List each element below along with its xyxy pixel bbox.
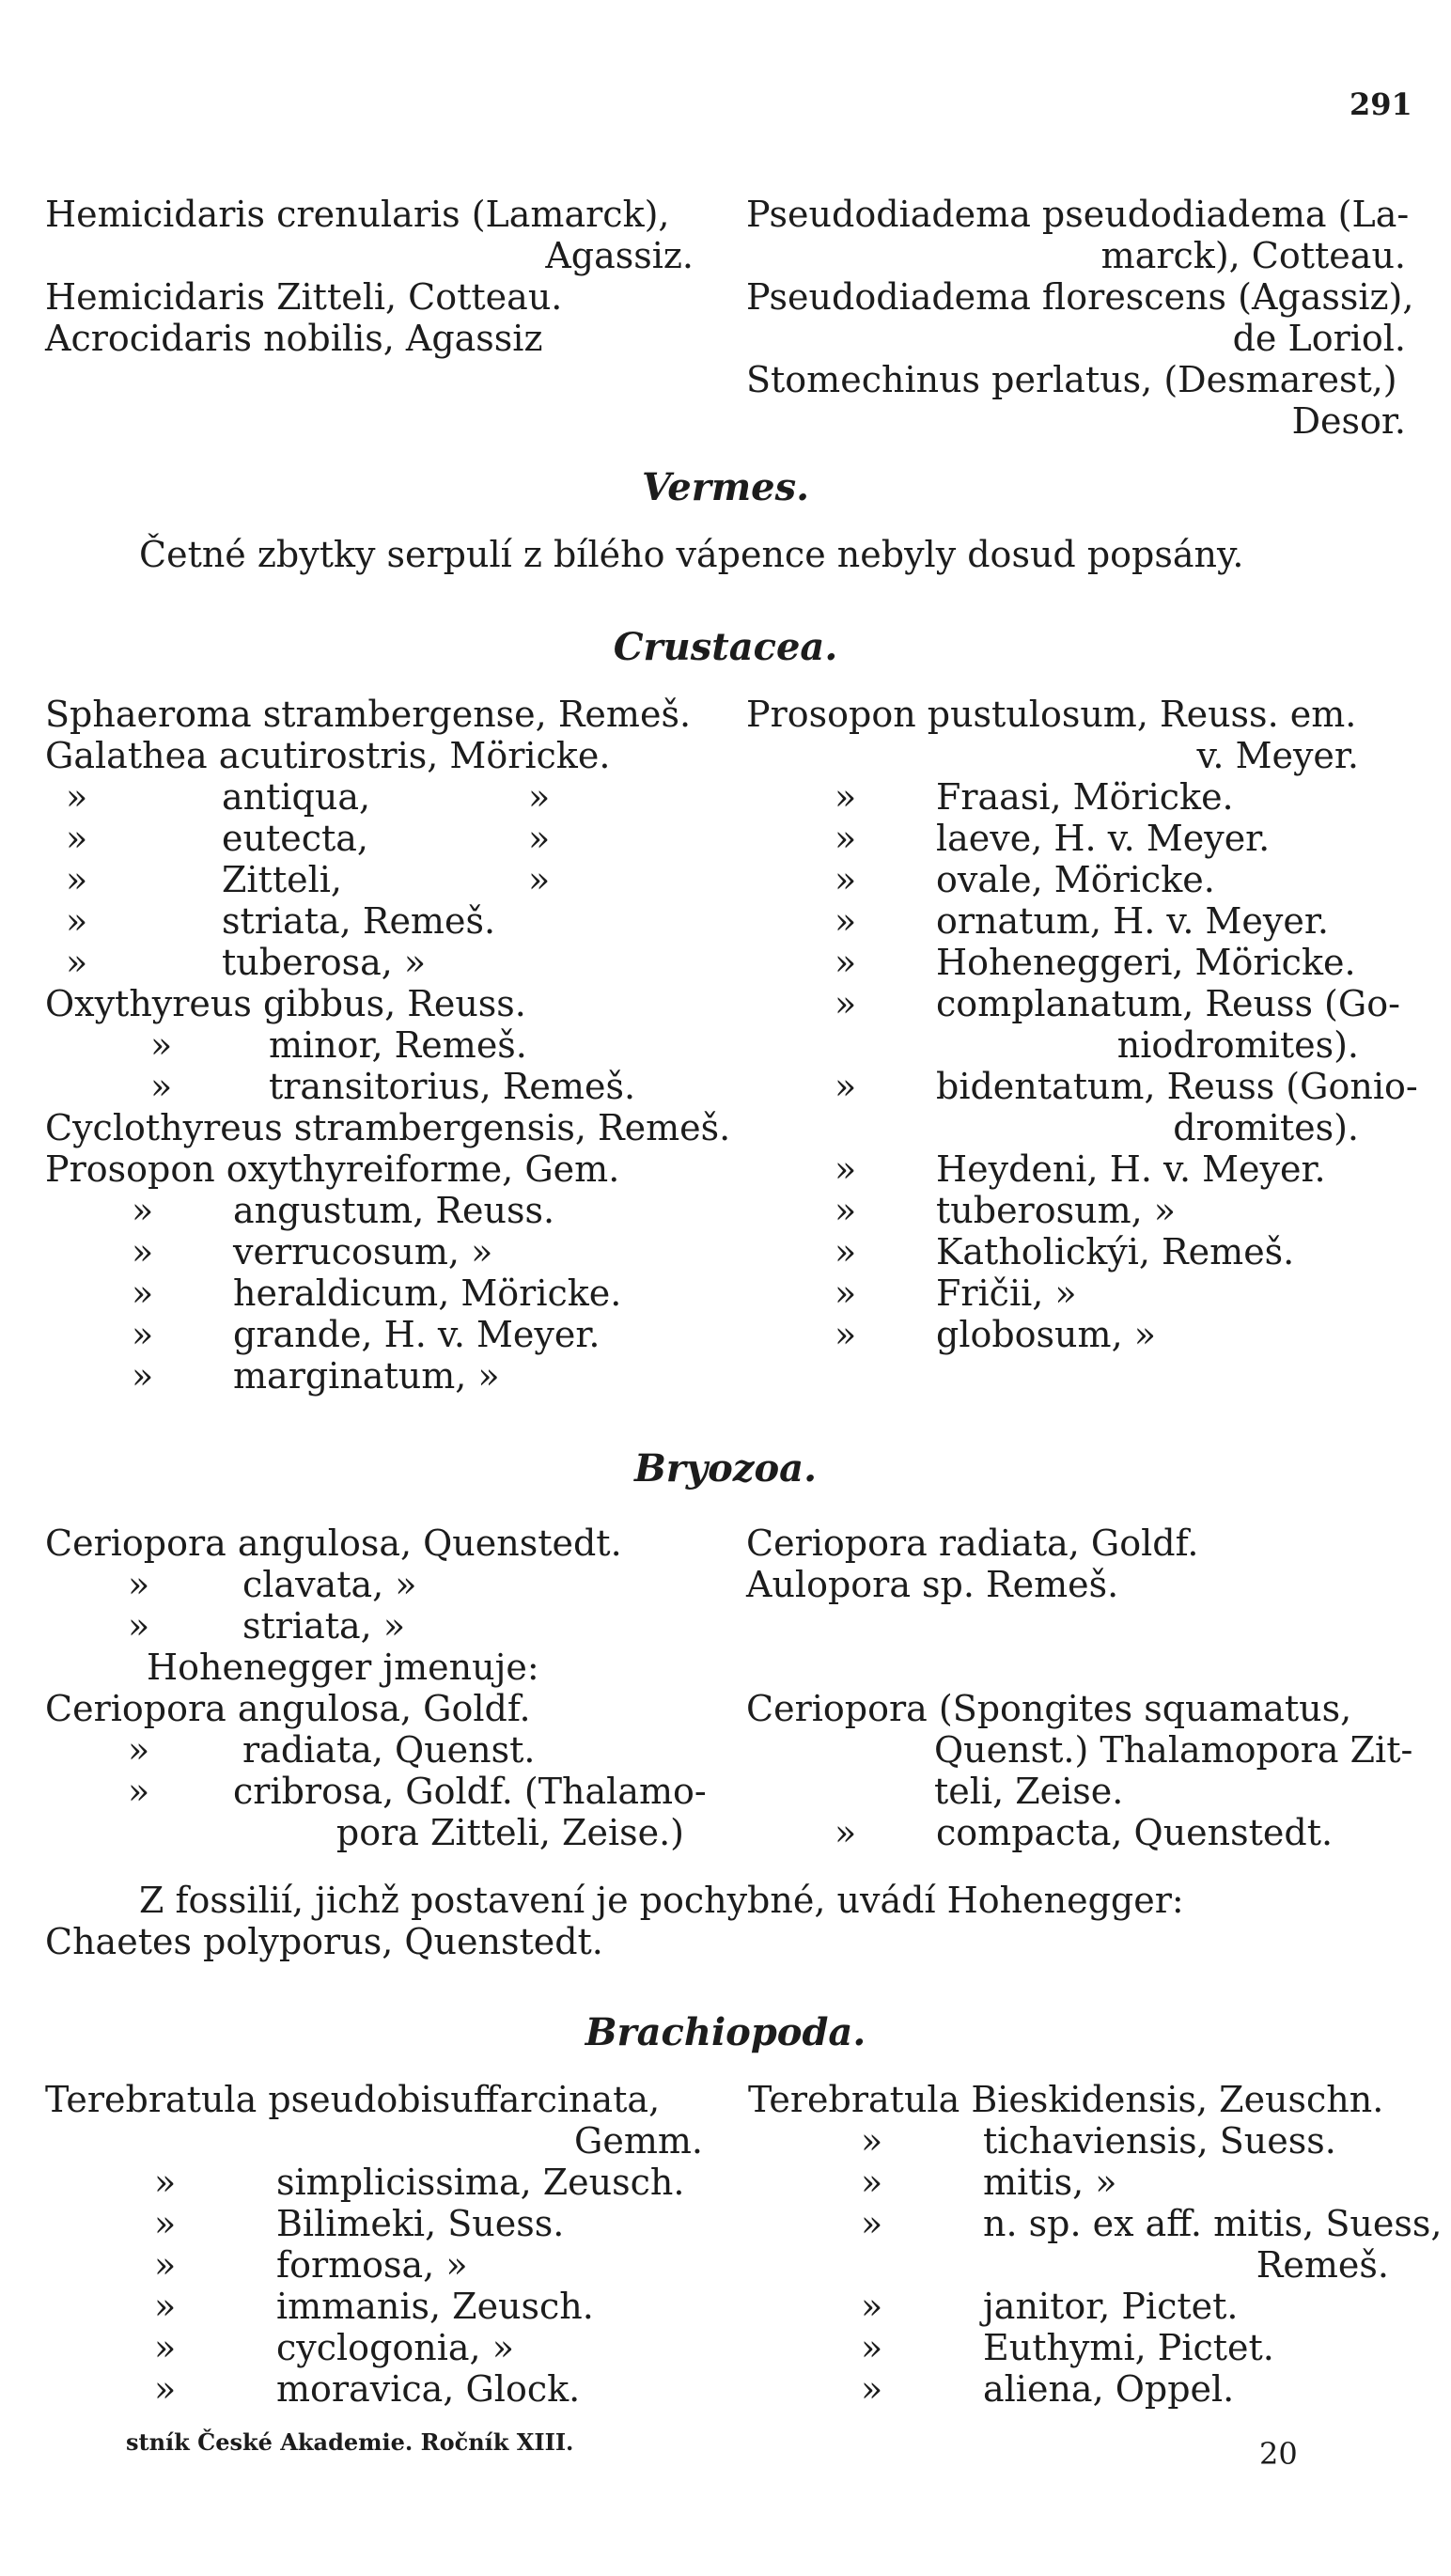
ditto-mark: » — [150, 1024, 173, 1066]
species-entry: cribrosa, Goldf. (Thalamo- — [233, 1771, 707, 1812]
species-entry: globosum, » — [936, 1314, 1156, 1355]
species-entry: Hoheneggeri, Möricke. — [936, 942, 1356, 983]
species-entry-continuation: Quenst.) Thalamopora Zit- — [934, 1729, 1413, 1771]
ditto-mark: » — [132, 1355, 154, 1397]
species-entry: Aulopora sp. Remeš. — [746, 1564, 1119, 1605]
ditto-mark: » — [154, 2368, 177, 2410]
species-entry: eutecta, — [222, 818, 369, 859]
fossil-entry: Hemicidaris crenularis (Lamarck), — [45, 194, 670, 235]
species-entry: Katholickýi, Remeš. — [936, 1231, 1295, 1272]
species-entry: Oxythyreus gibbus, Reuss. — [45, 983, 526, 1024]
ditto-mark: » — [835, 859, 857, 900]
species-entry: transitorius, Remeš. — [269, 1066, 636, 1107]
species-entry-continuation: pora Zitteli, Zeise.) — [335, 1812, 684, 1853]
ditto-mark: » — [835, 776, 857, 818]
species-entry: tuberosum, » — [936, 1190, 1177, 1231]
species-entry-continuation: teli, Zeise. — [934, 1771, 1124, 1812]
ditto-mark: » — [132, 1231, 154, 1272]
species-entry: Terebratula Bieskidensis, Zeuschn. — [748, 2079, 1384, 2120]
species-entry: clavata, » — [242, 1564, 417, 1605]
ditto-mark: » — [835, 1066, 857, 1107]
fossil-entry-author: Desor. — [1291, 400, 1406, 442]
ditto-mark: » — [66, 942, 88, 983]
species-entry: ovale, Möricke. — [936, 859, 1215, 900]
ditto-mark: » — [528, 776, 551, 818]
ditto-mark: » — [528, 859, 551, 900]
fossil-entry: Pseudodiadema florescens (Agassiz), — [746, 276, 1414, 318]
ditto-mark: » — [835, 1190, 857, 1231]
ditto-mark: » — [154, 2162, 177, 2203]
section-heading-brachiopoda: Brachiopoda. — [585, 2010, 866, 2054]
species-entry: compacta, Quenstedt. — [936, 1812, 1334, 1853]
doubtful-fossil-entry: Chaetes polyporus, Quenstedt. — [45, 1921, 603, 1962]
species-entry: mitis, » — [983, 2162, 1117, 2203]
ditto-mark: » — [861, 2327, 883, 2368]
doubtful-fossils-note: Z fossilií, jichž postavení je pochybné, uvádí Hohenegger: — [139, 1880, 1184, 1921]
ditto-mark: » — [861, 2120, 883, 2162]
species-entry: antiqua, — [222, 776, 371, 818]
section-heading-vermes: Vermes. — [641, 465, 810, 509]
ditto-mark: » — [861, 2368, 883, 2410]
species-entry: radiata, Quenst. — [242, 1729, 536, 1771]
ditto-mark: » — [835, 1272, 857, 1314]
ditto-mark: » — [132, 1272, 154, 1314]
ditto-mark: » — [128, 1729, 150, 1771]
ditto-mark: » — [835, 818, 857, 859]
species-entry: angustum, Reuss. — [233, 1190, 555, 1231]
species-entry: janitor, Pictet. — [983, 2286, 1239, 2327]
ditto-mark: » — [154, 2327, 177, 2368]
ditto-mark: » — [835, 983, 857, 1024]
species-entry: verrucosum, » — [233, 1231, 493, 1272]
footer-signature: 20 — [1259, 2436, 1298, 2472]
species-entry: marginatum, » — [233, 1355, 500, 1397]
species-entry: Fraasi, Möricke. — [936, 776, 1234, 818]
species-entry: heraldicum, Möricke. — [233, 1272, 622, 1314]
species-entry: tuberosa, » — [222, 942, 427, 983]
species-entry: n. sp. ex aff. mitis, Suess, — [983, 2203, 1443, 2244]
fossil-entry: Hemicidaris Zitteli, Cotteau. — [45, 276, 563, 318]
species-entry-author: Gemm. — [574, 2120, 703, 2162]
species-entry: moravica, Glock. — [276, 2368, 581, 2410]
species-entry: ornatum, H. v. Meyer. — [936, 900, 1329, 942]
ditto-mark: » — [861, 2162, 883, 2203]
ditto-mark: » — [835, 942, 857, 983]
species-entry-continuation: niodromites). — [1116, 1024, 1359, 1066]
ditto-mark: » — [835, 1231, 857, 1272]
ditto-mark: » — [66, 818, 88, 859]
page-number: 291 — [1350, 86, 1412, 122]
species-entry-author: Remeš. — [1256, 2244, 1389, 2286]
species-entry: Euthymi, Pictet. — [983, 2327, 1274, 2368]
ditto-mark: » — [835, 900, 857, 942]
species-entry: Prosopon pustulosum, Reuss. em. — [746, 694, 1357, 735]
ditto-mark: » — [154, 2244, 177, 2286]
species-entry: simplicissima, Zeusch. — [276, 2162, 685, 2203]
ditto-mark: » — [154, 2286, 177, 2327]
species-entry: Bilimeki, Suess. — [276, 2203, 565, 2244]
ditto-mark: » — [132, 1314, 154, 1355]
ditto-mark: » — [128, 1771, 150, 1812]
ditto-mark: » — [861, 2203, 883, 2244]
fossil-entry: Acrocidaris nobilis, Agassiz — [45, 318, 543, 359]
species-entry: Terebratula pseudobisuffarcinata, — [45, 2079, 661, 2120]
species-entry: aliena, Oppel. — [983, 2368, 1235, 2410]
species-entry: Ceriopora (Spongites squamatus, — [746, 1688, 1352, 1729]
fossil-entry: Pseudodiadema pseudodiadema (La- — [746, 194, 1410, 235]
fossil-entry: Stomechinus perlatus, (Desmarest,) — [746, 359, 1397, 400]
species-entry: grande, H. v. Meyer. — [233, 1314, 601, 1355]
species-entry: striata, » — [242, 1605, 406, 1647]
fossil-entry-author: Agassiz. — [545, 235, 694, 276]
ditto-mark: » — [528, 818, 551, 859]
fossil-entry-author: marck), Cotteau. — [1100, 235, 1406, 276]
species-entry: Fričii, » — [936, 1272, 1077, 1314]
fossil-entry-author: de Loriol. — [1232, 318, 1406, 359]
ditto-mark: » — [66, 776, 88, 818]
species-entry: Ceriopora radiata, Goldf. — [746, 1522, 1199, 1564]
species-entry: laeve, H. v. Meyer. — [936, 818, 1271, 859]
ditto-mark: » — [835, 1314, 857, 1355]
species-entry: striata, Remeš. — [222, 900, 496, 942]
species-entry: Cyclothyreus strambergensis, Remeš. — [45, 1107, 731, 1148]
ditto-mark: » — [132, 1190, 154, 1231]
species-entry: formosa, » — [276, 2244, 468, 2286]
species-entry-continuation: dromites). — [1173, 1107, 1359, 1148]
species-entry: Ceriopora angulosa, Quenstedt. — [45, 1522, 622, 1564]
ditto-mark: » — [128, 1605, 150, 1647]
ditto-mark: » — [861, 2286, 883, 2327]
species-entry: Sphaeroma strambergense, Remeš. — [45, 694, 692, 735]
species-entry: minor, Remeš. — [269, 1024, 527, 1066]
ditto-mark: » — [128, 1564, 150, 1605]
species-entry: bidentatum, Reuss (Gonio- — [936, 1066, 1418, 1107]
ditto-mark: » — [154, 2203, 177, 2244]
ditto-mark: » — [150, 1066, 173, 1107]
ditto-mark: » — [835, 1148, 857, 1190]
species-entry: Galathea acutirostris, Möricke. — [45, 735, 611, 776]
species-entry: cyclogonia, » — [276, 2327, 514, 2368]
ditto-mark: » — [66, 859, 88, 900]
footer-journal: stník České Akademie. Ročník XIII. — [126, 2428, 574, 2456]
species-entry: Prosopon oxythyreiforme, Gem. — [45, 1148, 620, 1190]
species-entry: Ceriopora angulosa, Goldf. — [45, 1688, 531, 1729]
species-entry: Heydeni, H. v. Meyer. — [936, 1148, 1326, 1190]
section-heading-crustacea: Crustacea. — [613, 625, 838, 669]
species-entry: immanis, Zeusch. — [276, 2286, 594, 2327]
species-entry-author: v. Meyer. — [1196, 735, 1359, 776]
section-heading-bryozoa: Bryozoa. — [633, 1446, 818, 1491]
species-entry: Zitteli, — [222, 859, 342, 900]
vermes-note: Četné zbytky serpulí z bílého vápence nebyly dosud popsány. — [139, 534, 1244, 575]
ditto-mark: » — [66, 900, 88, 942]
species-entry: complanatum, Reuss (Go- — [936, 983, 1400, 1024]
species-entry: tichaviensis, Suess. — [983, 2120, 1336, 2162]
ditto-mark: » — [835, 1812, 857, 1853]
subheading-hohenegger: Hohenegger jmenuje: — [147, 1647, 539, 1688]
